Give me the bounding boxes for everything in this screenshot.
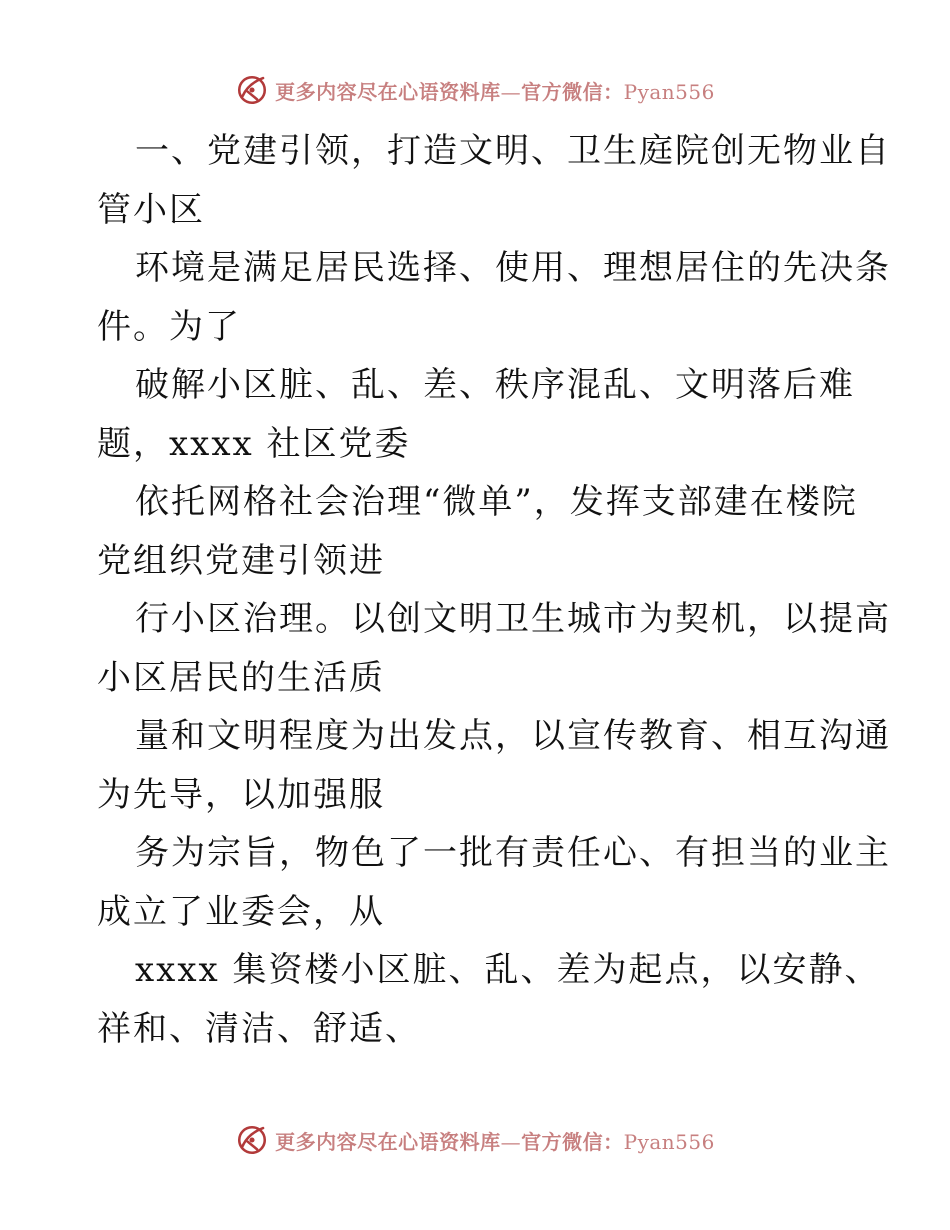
- banner-separator: —: [500, 79, 522, 104]
- paragraph-5-line-2: 小区居民的生活质: [97, 657, 385, 698]
- paragraph-5-line-1: 行小区治理。以创文明卫生城市为契机，以提高: [135, 599, 891, 639]
- paragraph-8-line-2: 祥和、清洁、舒适、: [97, 1008, 421, 1049]
- paragraph-2-line-1: 环境是满足居民选择、使用、理想居住的先决条: [135, 248, 891, 288]
- banner-official-label: 官方微信：: [521, 79, 624, 104]
- paragraph-4-line-1: 依托网格社会治理“微单”，发挥支部建在楼院: [135, 482, 858, 522]
- header-banner-content: [235, 73, 715, 107]
- header-banner: [0, 70, 950, 110]
- footer-banner-text: [275, 1126, 715, 1155]
- brush-seal-icon: [235, 1123, 269, 1157]
- footer-banner: [0, 1120, 950, 1160]
- banner-main-text: 更多内容尽在心语资料库: [275, 1129, 501, 1154]
- banner-wechat-id: Pyan556: [623, 1129, 715, 1154]
- paragraph-7-line-2: 成立了业委会，从: [97, 891, 385, 932]
- paragraph-6-line-2: 为先导，以加强服: [97, 774, 385, 815]
- paragraph-3-line-1: 破解小区脏、乱、差、秩序混乱、文明落后难: [135, 365, 855, 405]
- header-banner-text: [275, 76, 715, 105]
- paragraph-8-line-1: xxxx 集资楼小区脏、乱、差为起点，以安静、: [135, 950, 881, 990]
- paragraph-7-line-1: 务为宗旨，物色了一批有责任心、有担当的业主: [135, 833, 891, 873]
- banner-separator: —: [500, 1129, 522, 1154]
- paragraph-4-line-2: 党组织党建引领进: [97, 540, 385, 581]
- brush-seal-icon: [235, 73, 269, 107]
- paragraph-2-line-2: 件。为了: [97, 306, 241, 347]
- footer-banner-content: [235, 1123, 715, 1157]
- paragraph-3-line-2: 题，xxxx 社区党委: [97, 423, 411, 464]
- paragraph-1-line-1: 一、党建引领，打造文明、卫生庭院创无物业自: [135, 131, 891, 171]
- document-body: [97, 122, 891, 1058]
- paragraph-6-line-1: 量和文明程度为出发点，以宣传教育、相互沟通: [135, 716, 891, 756]
- banner-wechat-id: Pyan556: [623, 79, 715, 104]
- paragraph-1-line-2: 管小区: [97, 189, 205, 230]
- banner-official-label: 官方微信：: [521, 1129, 624, 1154]
- banner-main-text: 更多内容尽在心语资料库: [275, 79, 501, 104]
